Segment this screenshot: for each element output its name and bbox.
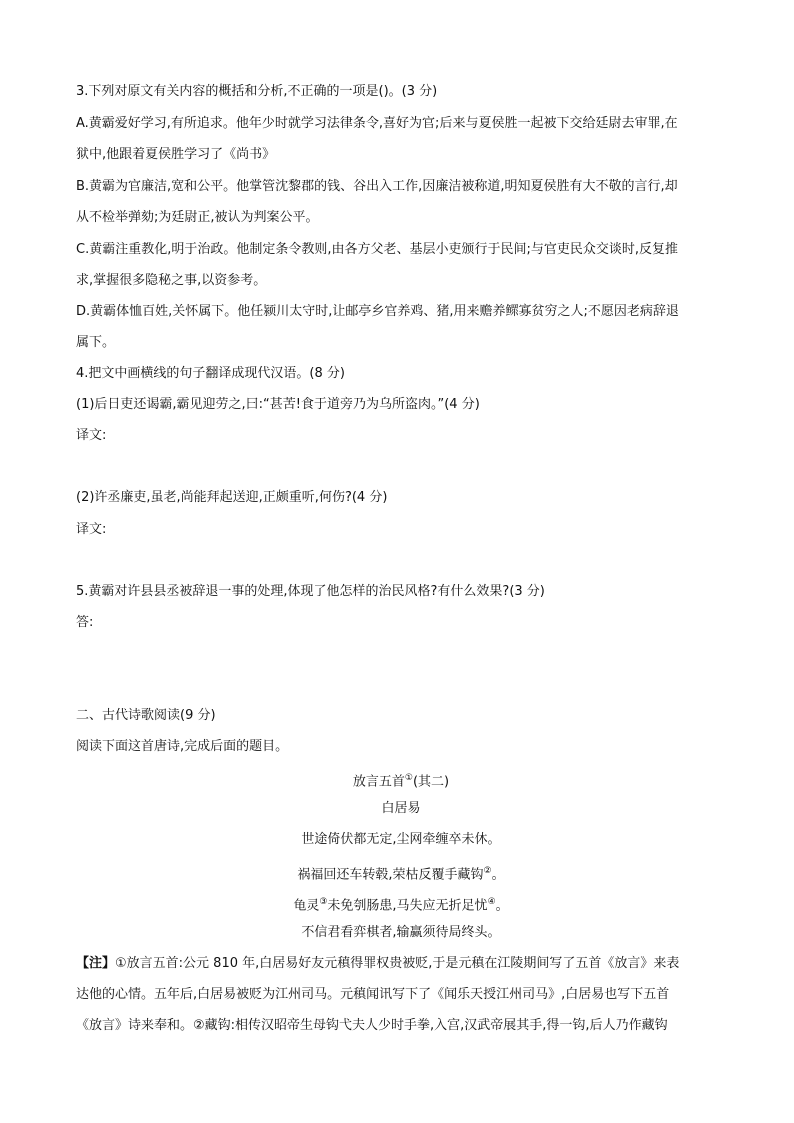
footnote-ref-2: ② [483, 866, 492, 876]
poem-line-4: 不信君看弈棋者,输赢须待局终头。 [301, 925, 501, 940]
question3-option-b-line2: 从不检举弹劾;为廷尉正,被认为判案公平。 [76, 210, 319, 225]
note-line-1 [76, 956, 726, 972]
footnote-ref-3: ③ [319, 897, 328, 907]
poem-line-2-text: 祸福回还车转毂,荣枯反覆手藏钩 [297, 867, 484, 883]
question3-option-b-line1: B.黄霸为官廉洁,宽和公平。他掌管沈黎郡的钱、谷出入工作,因廉洁被称道,明知夏侯胜有大不敬的言行,却 [76, 179, 678, 194]
question4-stem: 4.把文中画横线的句子翻译成现代汉语。(8 分) [76, 366, 345, 381]
question3-stem: 3.下列对原文有关内容的概括和分析,不正确的一项是()。(3 分) [76, 84, 438, 99]
poem-line-1: 世途倚伏都无定,尘网牵缠卒未休。 [301, 832, 501, 847]
question4-answer-label-2: 译文: [76, 522, 107, 537]
poem-title-suffix: (其二) [412, 774, 450, 790]
poem-line-3-a: 龟灵 [293, 898, 320, 914]
poem-line-3-end: 。 [495, 898, 509, 914]
footnote-ref-4: ④ [487, 897, 496, 907]
poem-title [76, 770, 726, 790]
section2-heading: 二、古代诗歌阅读(9 分) [76, 708, 216, 723]
question4-answer-label-1: 译文: [76, 428, 107, 443]
footnote-ref-1: ① [404, 773, 413, 783]
note-text-1: ①放言五首:公元 810 年,白居易好友元稹得罪权贵被贬,于是元稹在江陵期间写了五首《放言》来表 [115, 956, 680, 971]
question4-item1: (1)后日吏还谒霸,霸见迎劳之,曰:“甚苦!食于道旁乃为乌所盗肉。”(4 分) [76, 397, 480, 412]
poem-line-2-end: 。 [491, 867, 505, 883]
question3-option-a-line2: 狱中,他跟着夏侯胜学习了《尚书》 [76, 147, 276, 162]
question5-answer-label: 答: [76, 615, 94, 630]
section2-instruction: 阅读下面这首唐诗,完成后面的题目。 [76, 739, 289, 754]
question3-option-a-line1: A.黄霸爱好学习,有所追求。他年少时就学习法律条令,喜好为官;后来与夏侯胜一起被下交给廷尉去审罪,在 [76, 116, 678, 131]
question5-stem: 5.黄霸对许县县丞被辞退一事的处理,体现了他怎样的治民风格?有什么效果?(3 分) [76, 584, 545, 599]
poem-line-3-b: 未免刳肠患,马失应无折足忧 [327, 898, 488, 914]
note-label: 【注】 [76, 956, 116, 971]
question4-item2: (2)许丞廉吏,虽老,尚能拜起送迎,正颇重听,何伤?(4 分) [76, 490, 388, 505]
question3-option-c-line1: C.黄霸注重教化,明于治政。他制定条令教则,由各方父老、基层小吏颁行于民间;与官吏民众交谈时,反复推 [76, 242, 678, 257]
question3-option-d-line2: 属下。 [76, 335, 116, 350]
note-line-3: 《放言》诗来奉和。②藏钩:相传汉昭帝生母钩弋夫人少时手拳,入宫,汉武帝展其手,得一钩,后人乃作藏钩 [76, 1018, 668, 1033]
poem-author: 白居易 [381, 801, 421, 816]
note-line-2: 达他的心情。五年后,白居易被贬为江州司马。元稹闻讯写下了《闻乐天授江州司马》,白居易也写下五首 [76, 987, 670, 1002]
poem-title-main: 放言五首 [352, 774, 405, 790]
poem-line-3 [76, 894, 726, 914]
question3-option-d-line1: D.黄霸体恤百姓,关怀属下。他任颍川太守时,让邮亭乡官养鸡、猪,用来赡养鳏寡贫穷之人;不愿因老病辞退 [76, 304, 679, 319]
question3-option-c-line2: 求,掌握很多隐秘之事,以资参考。 [76, 273, 267, 288]
poem-line-2 [76, 863, 726, 883]
